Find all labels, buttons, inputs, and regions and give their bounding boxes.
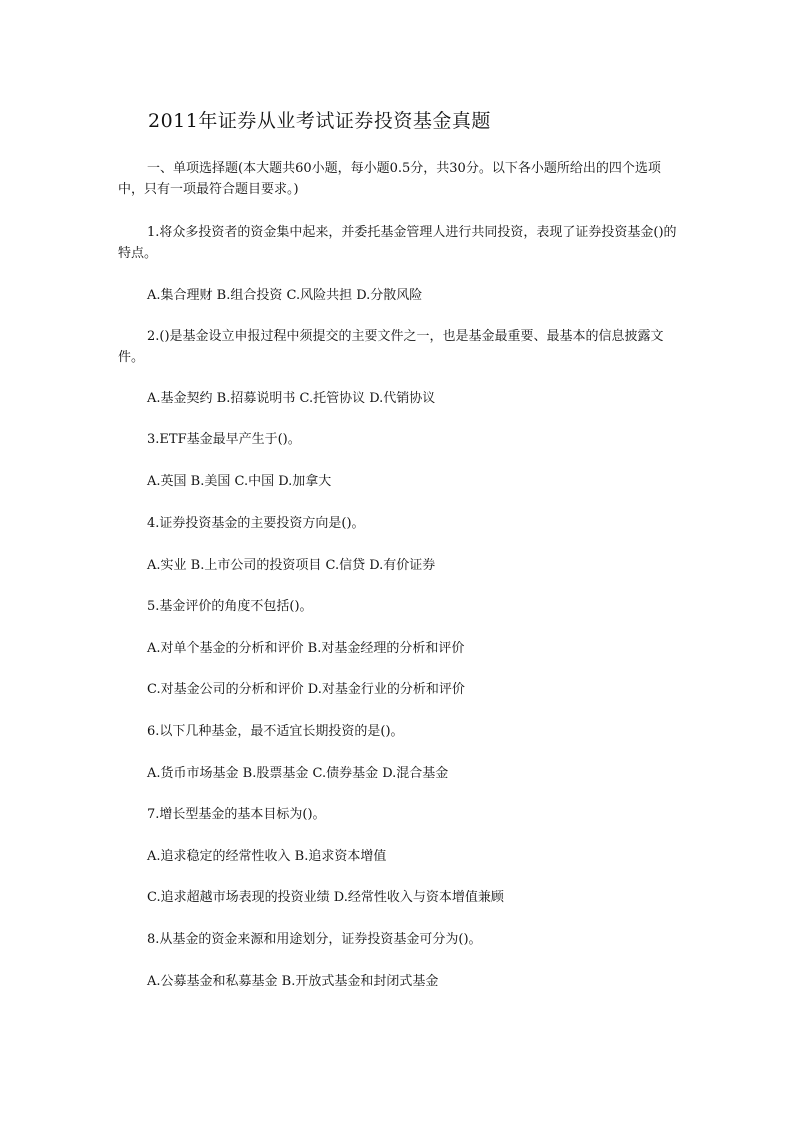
question-2: 2.()是基金设立申报过程中须提交的主要文件之一，也是基金最重要、最基本的信息披露文件。 [118, 329, 664, 365]
question-7-options-1: A.追求稳定的经常性收入 B.追求资本增值 [147, 849, 387, 864]
question-7-options-2: C.追求超越市场表现的投资业绩 D.经常性收入与资本增值兼顾 [147, 890, 504, 905]
question-5-options-2: C.对基金公司的分析和评价 D.对基金行业的分析和评价 [147, 682, 465, 697]
question-6: 6.以下几种基金，最不适宜长期投资的是()。 [147, 724, 404, 739]
question-4: 4.证券投资基金的主要投资方向是()。 [147, 516, 365, 531]
question-3-options: A.英国 B.美国 C.中国 D.加拿大 [147, 474, 332, 489]
question-1: 1.将众多投资者的资金集中起来，并委托基金管理人进行共同投资，表现了证券投资基金()的特点。 [118, 225, 677, 261]
section-intro: 一、单项选择题(本大题共60小题，每小题0.5分，共30分。以下各小题所给出的四个选项中，只有一项最符合题目要求。) [118, 161, 661, 197]
question-5: 5.基金评价的角度不包括()。 [147, 599, 313, 614]
question-4-options: A.实业 B.上市公司的投资项目 C.信贷 D.有价证券 [147, 558, 436, 573]
question-8: 8.从基金的资金来源和用途划分，证券投资基金可分为()。 [147, 932, 482, 947]
question-7: 7.增长型基金的基本目标为()。 [147, 807, 326, 822]
question-2-options: A.基金契约 B.招募说明书 C.托管协议 D.代销协议 [147, 391, 436, 406]
question-8-options: A.公募基金和私募基金 B.开放式基金和封闭式基金 [147, 974, 439, 989]
question-6-options: A.货币市场基金 B.股票基金 C.债券基金 D.混合基金 [147, 766, 449, 781]
document-title: 2011年证券从业考试证券投资基金真题 [148, 110, 491, 132]
question-1-options: A.集合理财 B.组合投资 C.风险共担 D.分散风险 [147, 288, 423, 303]
question-5-options-1: A.对单个基金的分析和评价 B.对基金经理的分析和评价 [147, 641, 465, 656]
question-3: 3.ETF基金最早产生于()。 [147, 432, 301, 447]
